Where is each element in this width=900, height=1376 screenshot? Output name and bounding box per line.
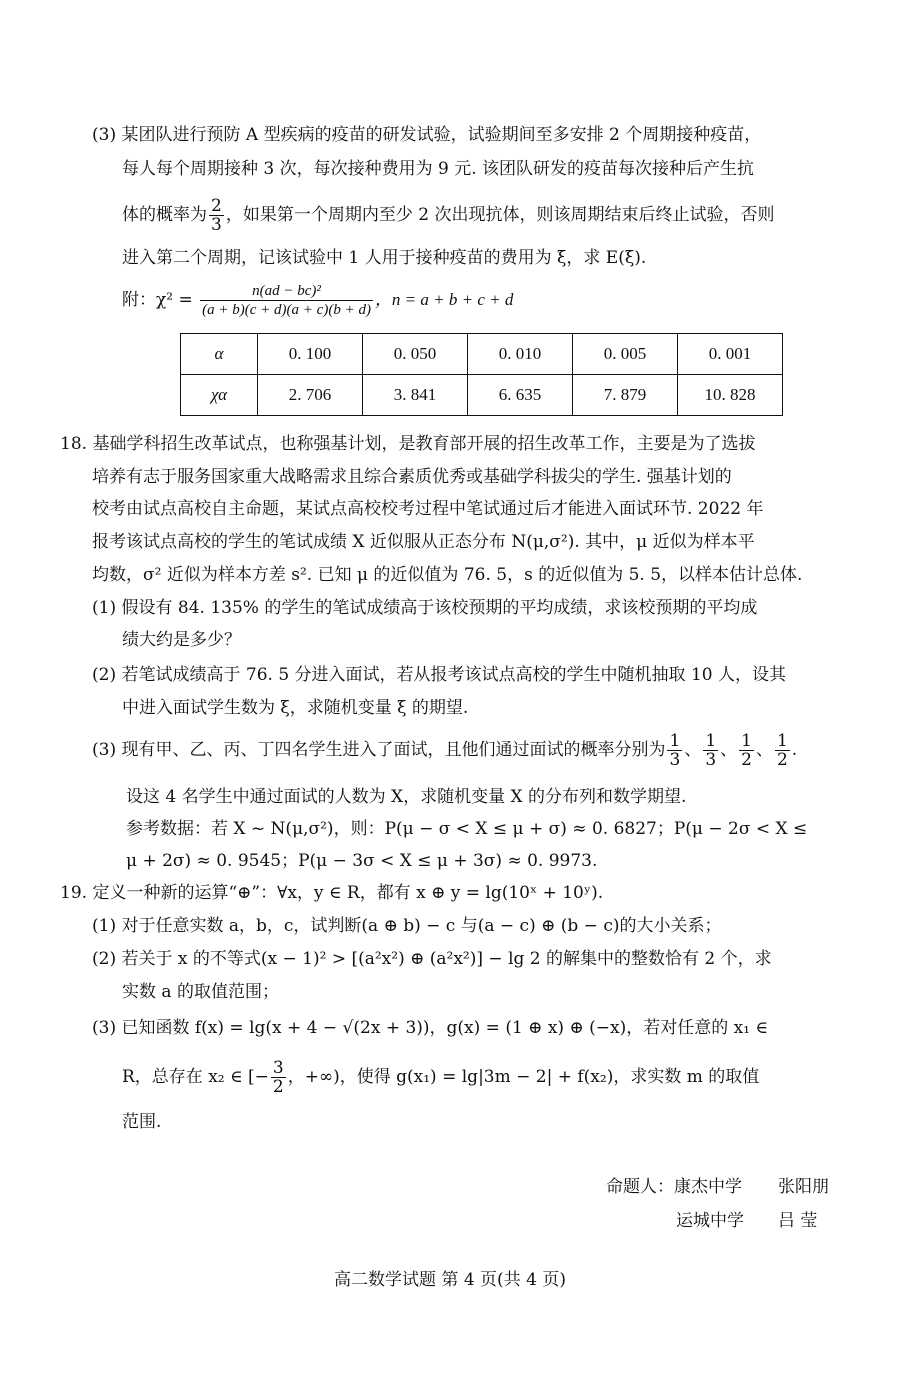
q18-part3-text: (3) 现有甲、乙、丙、丁四名学生进入了面试，且他们通过面试的概率分别为 xyxy=(92,740,666,760)
q18-part3-line2: 设这 4 名学生中通过面试的人数为 X，求随机变量 X 的分布列和数学期望. xyxy=(126,787,687,807)
probability-fraction xyxy=(739,732,754,769)
q19-part2-line1: (2) 若关于 x 的不等式(x − 1)² > [(a²x²) ⊕ (a²x²)] − lg 2 的解集中的整数恰有 2 个，求 xyxy=(92,949,772,969)
q17-part3-line3 xyxy=(122,193,774,237)
fraction-numerator: 1 xyxy=(741,731,752,751)
q18-part1-line2: 绩大约是多少？ xyxy=(122,630,241,650)
separator: 、 xyxy=(720,740,738,760)
probability-fraction xyxy=(667,732,682,769)
q19-part3-line3: 范围. xyxy=(122,1112,162,1132)
q18-line5: 均数，σ² 近似为样本方差 s². 已知 μ 的近似值为 76. 5，s 的近似值为 5. 5，以样本估计总体. xyxy=(92,565,803,585)
q19-part3-text-b: ，+∞)，使得 g(x₁) = lg|3m − 2| + f(x₂)，求实数 m 的取值 xyxy=(287,1067,760,1087)
q18-part3-line1 xyxy=(92,726,797,774)
q19-part3-line2 xyxy=(122,1053,759,1101)
table-cell: 3. 841 xyxy=(363,375,468,416)
formula-fraction xyxy=(200,282,373,319)
fraction-numerator: 3 xyxy=(272,1058,284,1078)
formula-denominator: (a + b)(c + d)(a + c)(b + d) xyxy=(202,302,371,318)
fraction-denominator: 3 xyxy=(669,750,681,770)
q17-part3-line2: 每人每个周期接种 3 次，每次接种费用为 9 元. 该团队研发的疫苗每次接种后产生抗 xyxy=(122,159,755,179)
q19-part3-text-a: R，总存在 x₂ ∈ [− xyxy=(122,1067,269,1087)
q19-part3-line1: (3) 已知函数 f(x) = lg(x + 4 − √(2x + 3))，g(x) = (1 ⊕ x) ⊕ (−x)，若对任意的 x₁ ∈ xyxy=(92,1018,768,1038)
chi-square-critical-table xyxy=(180,333,783,416)
probability-fraction xyxy=(775,732,790,769)
table-cell: 10. 828 xyxy=(678,375,783,416)
q19-line1: 19. 定义一种新的运算“⊕”：∀x，y ∈ R，都有 x ⊕ y = lg(10ˣ + 10ʸ). xyxy=(60,883,604,903)
q19-part2-line2: 实数 a 的取值范围； xyxy=(122,982,279,1002)
table-row-chi xyxy=(181,375,783,416)
q18-line1: 18. 基础学科招生改革试点，也称强基计划，是教育部开展的招生改革工作，主要是为了选拔 xyxy=(60,434,756,454)
table-cell: χα xyxy=(181,375,258,416)
q18-part1-line1: (1) 假设有 84. 135% 的学生的笔试成绩高于该校预期的平均成绩，求该校预期的平均成 xyxy=(92,598,758,618)
author-label: 命题人：康杰中学 xyxy=(606,1177,742,1197)
fraction-denominator: 2 xyxy=(776,750,788,770)
fraction-numerator: 1 xyxy=(776,731,788,751)
q18-reference-line2: μ + 2σ) ≈ 0. 9545；P(μ − 3σ < X ≤ μ + 3σ) ≈ 0. 9973. xyxy=(126,851,598,871)
table-cell: 0. 100 xyxy=(258,334,363,375)
chi-square-formula xyxy=(122,276,513,324)
separator: 、 xyxy=(684,740,702,760)
fraction-numerator: 1 xyxy=(705,731,717,751)
table-cell: 0. 010 xyxy=(468,334,573,375)
author-school-2: 运城中学 xyxy=(676,1211,744,1231)
table-cell: 6. 635 xyxy=(468,375,573,416)
q17-part3-line1: (3) 某团队进行预防 A 型疾病的疫苗的研发试验，试验期间至多安排 2 个周期接种疫苗， xyxy=(92,125,762,145)
author-name-1: 张阳朋 xyxy=(778,1177,829,1197)
table-row-alpha xyxy=(181,334,783,375)
fraction-denominator: 3 xyxy=(705,750,717,770)
fraction-denominator: 2 xyxy=(741,750,752,770)
q18-part2-line1: (2) 若笔试成绩高于 76. 5 分进入面试，若从报考该试点高校的学生中随机抽取 10 人，设其 xyxy=(92,665,786,685)
q18-line3: 校考由试点高校自主命题，某试点高校校考过程中笔试通过后才能进入面试环节. 2022 年 xyxy=(92,499,764,519)
separator: 、 xyxy=(755,740,773,760)
formula-prefix: 附：χ² = xyxy=(122,290,193,310)
q18-part2-line2: 中进入面试学生数为 ξ，求随机变量 ξ 的期望. xyxy=(122,698,469,718)
interval-fraction xyxy=(271,1059,286,1096)
fraction-denominator: 3 xyxy=(211,215,222,235)
table-cell: 0. 005 xyxy=(573,334,678,375)
q17-part3-line4: 进入第二个周期，记该试验中 1 人用于接种疫苗的费用为 ξ，求 E(ξ). xyxy=(122,248,647,268)
table-cell: 0. 001 xyxy=(678,334,783,375)
q18-reference-line1: 参考数据：若 X ~ N(μ,σ²)，则：P(μ − σ < X ≤ μ + σ) ≈ 0. 6827；P(μ − 2σ < X ≤ xyxy=(126,819,808,839)
fraction-denominator: 2 xyxy=(272,1077,284,1097)
probability-fraction xyxy=(703,732,718,769)
fraction-numerator: 1 xyxy=(669,731,681,751)
table-cell: 0. 050 xyxy=(363,334,468,375)
q18-line4: 报考该试点高校的学生的笔试成绩 X 近似服从正态分布 N(μ,σ²). 其中，μ 近似为样本平 xyxy=(92,532,755,552)
q17-line3-text-a: 体的概率为 xyxy=(122,205,207,225)
formula-numerator: n(ad − bc)² xyxy=(200,282,373,301)
table-cell: 2. 706 xyxy=(258,375,363,416)
formula-suffix: ，n = a + b + c + d xyxy=(374,290,514,309)
q19-part1: (1) 对于任意实数 a，b，c，试判断(a ⊕ b) − c 与(a − c) ⊕ (b − c)的大小关系； xyxy=(92,916,722,936)
q18-line2: 培养有志于服务国家重大战略需求且综合素质优秀或基础学科拔尖的学生. 强基计划的 xyxy=(92,467,732,487)
author-name-2: 吕 莹 xyxy=(778,1211,818,1231)
probability-fraction xyxy=(209,197,224,234)
table-cell: α xyxy=(181,334,258,375)
fraction-numerator: 2 xyxy=(211,196,222,216)
page-footer: 高二数学试题 第 4 页(共 4 页) xyxy=(334,1270,566,1290)
period: . xyxy=(791,740,798,760)
q17-line3-text-b: ，如果第一个周期内至少 2 次出现抗体，则该周期结束后终止试验，否则 xyxy=(225,205,775,225)
table-cell: 7. 879 xyxy=(573,375,678,416)
